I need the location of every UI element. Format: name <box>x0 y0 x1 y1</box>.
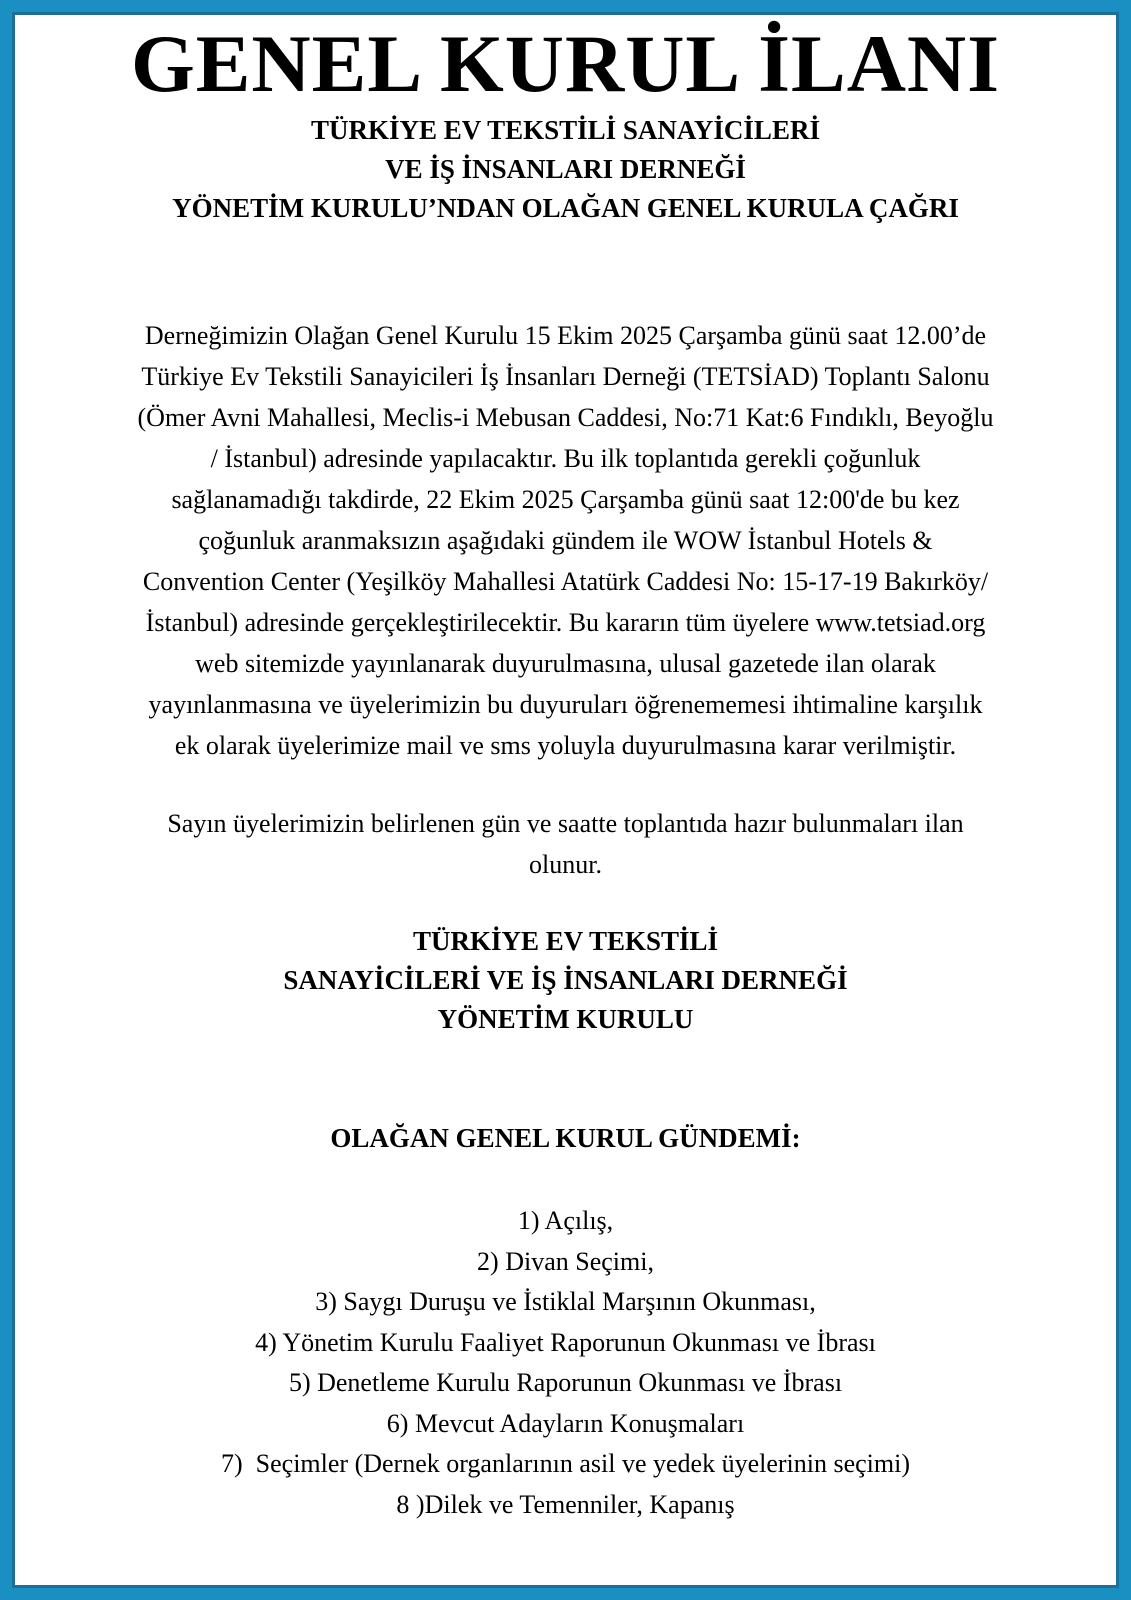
body-line: İstanbul) adresinde gerçekleştirilecektir. Bu kararın tüm üyelere www.tetsiad.org <box>145 608 986 637</box>
agenda-item: 2) Divan Seçimi, <box>477 1246 654 1276</box>
body-line: ek olarak üyelerimize mail ve sms yoluyla duyurulmasına karar verilmiştir. <box>174 731 957 760</box>
agenda-item: 7) Seçimler (Dernek organlarının asil ve yedek üyelerinin seçimi) <box>221 1449 910 1478</box>
notice-signature <box>15 922 1116 1039</box>
agenda-title: OLAĞAN GENEL KURUL GÜNDEMİ: <box>330 1123 801 1153</box>
body-line: (Ömer Avni Mahallesi, Meclis-i Mebusan Caddesi, No:71 Kat:6 Fındıklı, Beyoğlu <box>137 403 994 432</box>
notice-panel <box>12 12 1119 1588</box>
agenda-item: 5) Denetleme Kurulu Raporunun Okunması ve İbrası <box>288 1368 843 1397</box>
subtitle-line: YÖNETİM KURULU’NDAN OLAĞAN GENEL KURULA ÇAĞRI <box>172 193 959 223</box>
signature-line: SANAYİCİLERİ VE İŞ İNSANLARI DERNEĞİ <box>283 965 848 995</box>
body-line: sağlanamadığı takdirde, 22 Ekim 2025 Çarşamba günü saat 12:00'de bu kez <box>171 485 960 514</box>
notice-subtitle <box>15 111 1116 228</box>
agenda-item: 3) Saygı Duruşu ve İstiklal Marşının Okunması, <box>315 1287 816 1316</box>
notice-title: GENEL KURUL İLANI <box>130 18 1001 109</box>
notice-body-paragraph <box>55 315 1076 766</box>
signature-line: TÜRKİYE EV TEKSTİLİ <box>412 926 719 956</box>
body-line: çoğunluk aranmaksızın aşağıdaki gündem ile WOW İstanbul Hotels & <box>198 526 933 555</box>
closing-line: olunur. <box>529 850 602 879</box>
agenda-list <box>15 1201 1116 1525</box>
body-line: / İstanbul) adresinde yapılacaktır. Bu ilk toplantıda gerekli çoğunluk <box>210 444 921 473</box>
body-line: web sitemizde yayınlanarak duyurulmasına, ulusal gazetede ilan olarak <box>195 649 936 678</box>
notice-closing-paragraph <box>55 803 1076 885</box>
agenda-item: 1) Açılış, <box>517 1206 614 1235</box>
subtitle-line: TÜRKİYE EV TEKSTİLİ SANAYİCİLERİ <box>311 115 820 145</box>
body-line: Türkiye Ev Tekstili Sanayicileri İş İnsanları Derneği (TETSİAD) Toplantı Salonu <box>141 362 990 391</box>
body-line: Derneğimizin Olağan Genel Kurulu 15 Ekim 2025 Çarşamba günü saat 12.00’de <box>144 321 987 350</box>
agenda-item: 6) Mevcut Adayların Konuşmaları <box>386 1408 745 1438</box>
agenda-item: 8 )Dilek ve Temenniler, Kapanış <box>396 1489 735 1519</box>
agenda-item: 4) Yönetim Kurulu Faaliyet Raporunun Okunması ve İbrası <box>255 1327 876 1357</box>
closing-line: Sayın üyelerimizin belirlenen gün ve saatte toplantıda hazır bulunmaları ilan <box>167 809 964 838</box>
body-line: Convention Center (Yeşilköy Mahallesi Atatürk Caddesi No: 15-17-19 Bakırköy/ <box>142 567 989 596</box>
subtitle-line: VE İŞ İNSANLARI DERNEĞİ <box>385 154 746 184</box>
signature-line: YÖNETİM KURULU <box>437 1004 694 1034</box>
body-line: yayınlanmasına ve üyelerimizin bu duyuruları öğrenememesi ihtimaline karşılık <box>148 690 983 719</box>
